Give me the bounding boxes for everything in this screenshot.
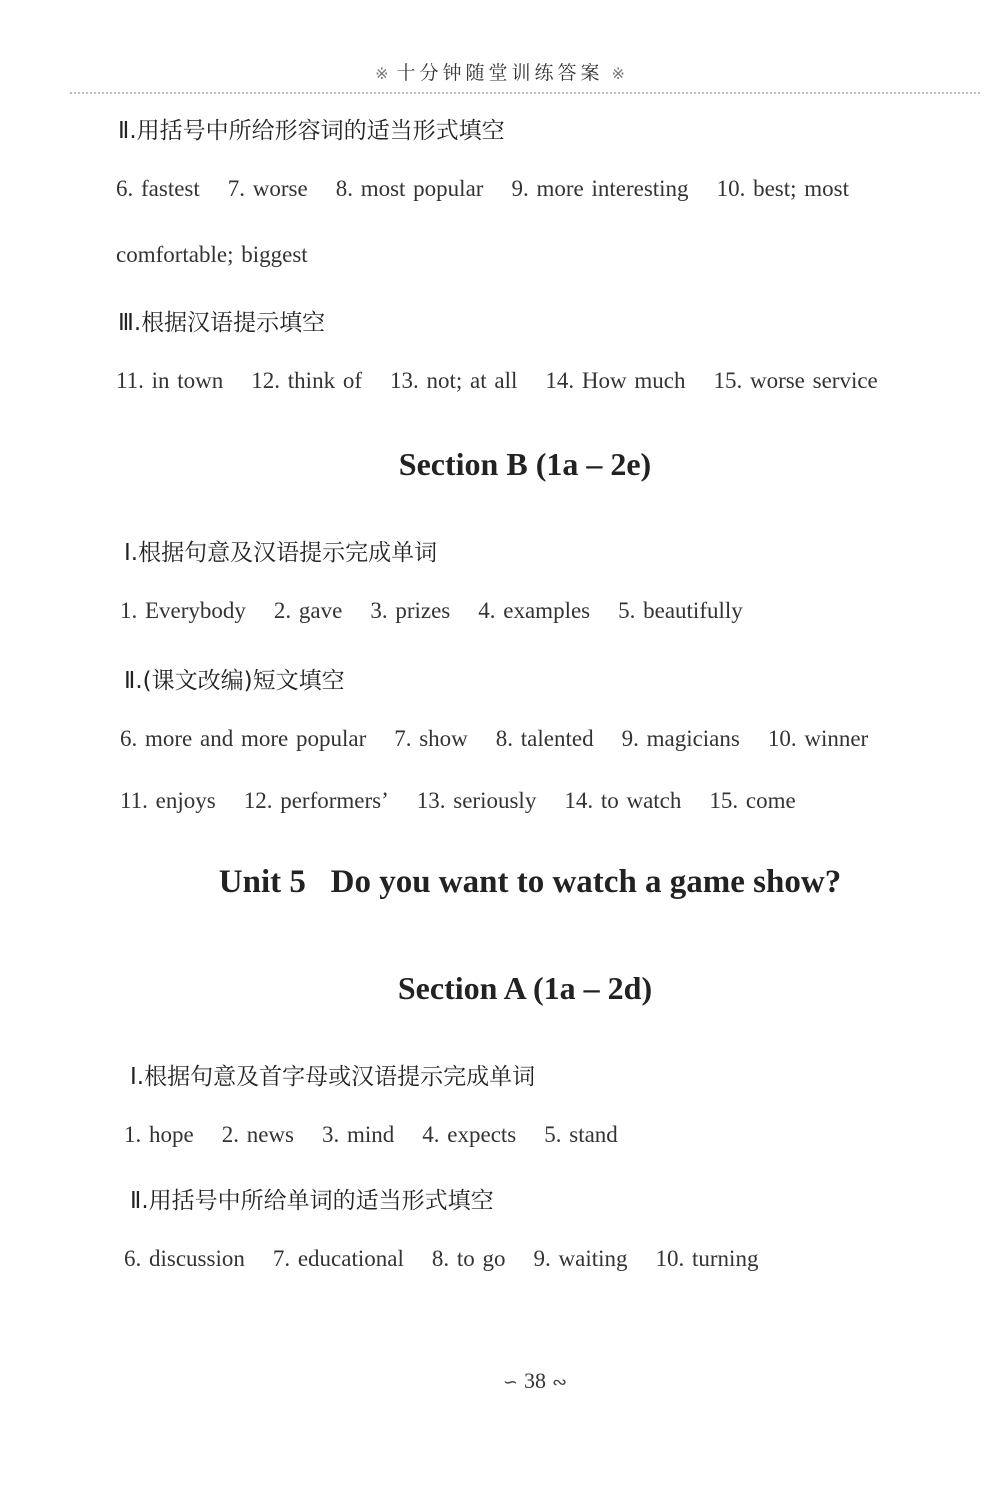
exercise-heading: Ⅲ.根据汉语提示填空	[118, 310, 326, 336]
answer-item: 6. more and more popular	[120, 726, 367, 751]
answer-item: 9. magicians	[621, 726, 740, 751]
answer-item: 7. show	[394, 726, 468, 751]
answer-item: 12. performers’	[243, 788, 389, 813]
exercise-heading: Ⅰ.根据句意及汉语提示完成单词	[124, 540, 438, 566]
answer-item: 8. to go	[431, 1246, 506, 1271]
answer-item: 7. educational	[272, 1246, 404, 1271]
answer-line	[120, 726, 868, 752]
swash-right-icon: ∾	[552, 1372, 568, 1392]
answer-item: 1. hope	[124, 1122, 194, 1147]
answer-item: 3. mind	[322, 1122, 395, 1147]
answer-item: 8. talented	[495, 726, 594, 751]
unit-title: Unit 5 Do you want to watch a game show?	[218, 864, 842, 900]
section-title: Section A (1a – 2d)	[397, 970, 653, 1006]
answer-line	[124, 1122, 618, 1148]
answer-item: 13. seriously	[416, 788, 537, 813]
answer-item: 10. best; most	[716, 176, 849, 201]
answer-item: 6. discussion	[124, 1246, 245, 1271]
answer-item: 12. think of	[251, 368, 362, 393]
answer-item: 14. to watch	[564, 788, 682, 813]
page-header	[0, 58, 1000, 85]
answer-item: 7. worse	[227, 176, 308, 201]
exercise-heading: Ⅱ.用括号中所给单词的适当形式填空	[130, 1188, 494, 1214]
header-ornament-right: ※	[611, 64, 625, 83]
answer-line	[116, 242, 336, 268]
answer-item: 10. winner	[767, 726, 869, 751]
exercise-heading: Ⅱ.用括号中所给形容词的适当形式填空	[118, 118, 505, 144]
answer-item: comfortable; biggest	[116, 242, 308, 267]
answer-line	[120, 598, 743, 624]
answer-item: 5. stand	[544, 1122, 618, 1147]
swash-left-icon: ∽	[502, 1372, 518, 1392]
answer-item: 10. turning	[655, 1246, 759, 1271]
answer-item: 2. gave	[273, 598, 343, 623]
answer-line	[124, 1246, 758, 1272]
answer-line	[116, 368, 878, 394]
answer-item: 15. worse service	[713, 368, 878, 393]
page-footer	[0, 1368, 1000, 1394]
page-number: 38	[524, 1368, 546, 1393]
answer-line	[120, 788, 796, 814]
answer-item: 8. most popular	[335, 176, 484, 201]
answer-item: 2. news	[221, 1122, 294, 1147]
answer-item: 11. in town	[116, 368, 224, 393]
answer-item: 9. waiting	[533, 1246, 628, 1271]
answer-item: 15. come	[709, 788, 796, 813]
answer-item: 3. prizes	[370, 598, 451, 623]
answer-item: 5. beautifully	[618, 598, 743, 623]
header-title: 十分钟随堂训练答案	[396, 62, 604, 84]
section-title: Section B (1a – 2e)	[398, 446, 652, 482]
header-ornament-left: ※	[375, 64, 389, 83]
answer-item: 4. expects	[422, 1122, 517, 1147]
answer-item: 11. enjoys	[120, 788, 216, 813]
answer-item: 4. examples	[478, 598, 591, 623]
answer-item: 6. fastest	[116, 176, 200, 201]
exercise-heading: Ⅰ.根据句意及首字母或汉语提示完成单词	[130, 1064, 536, 1090]
header-divider	[70, 92, 980, 94]
answer-item: 13. not; at all	[390, 368, 518, 393]
answer-item: 14. How much	[545, 368, 686, 393]
answer-item: 1. Everybody	[120, 598, 246, 623]
answer-line	[116, 176, 849, 202]
answer-item: 9. more interesting	[511, 176, 689, 201]
exercise-heading: Ⅱ.(课文改编)短文填空	[124, 668, 345, 694]
